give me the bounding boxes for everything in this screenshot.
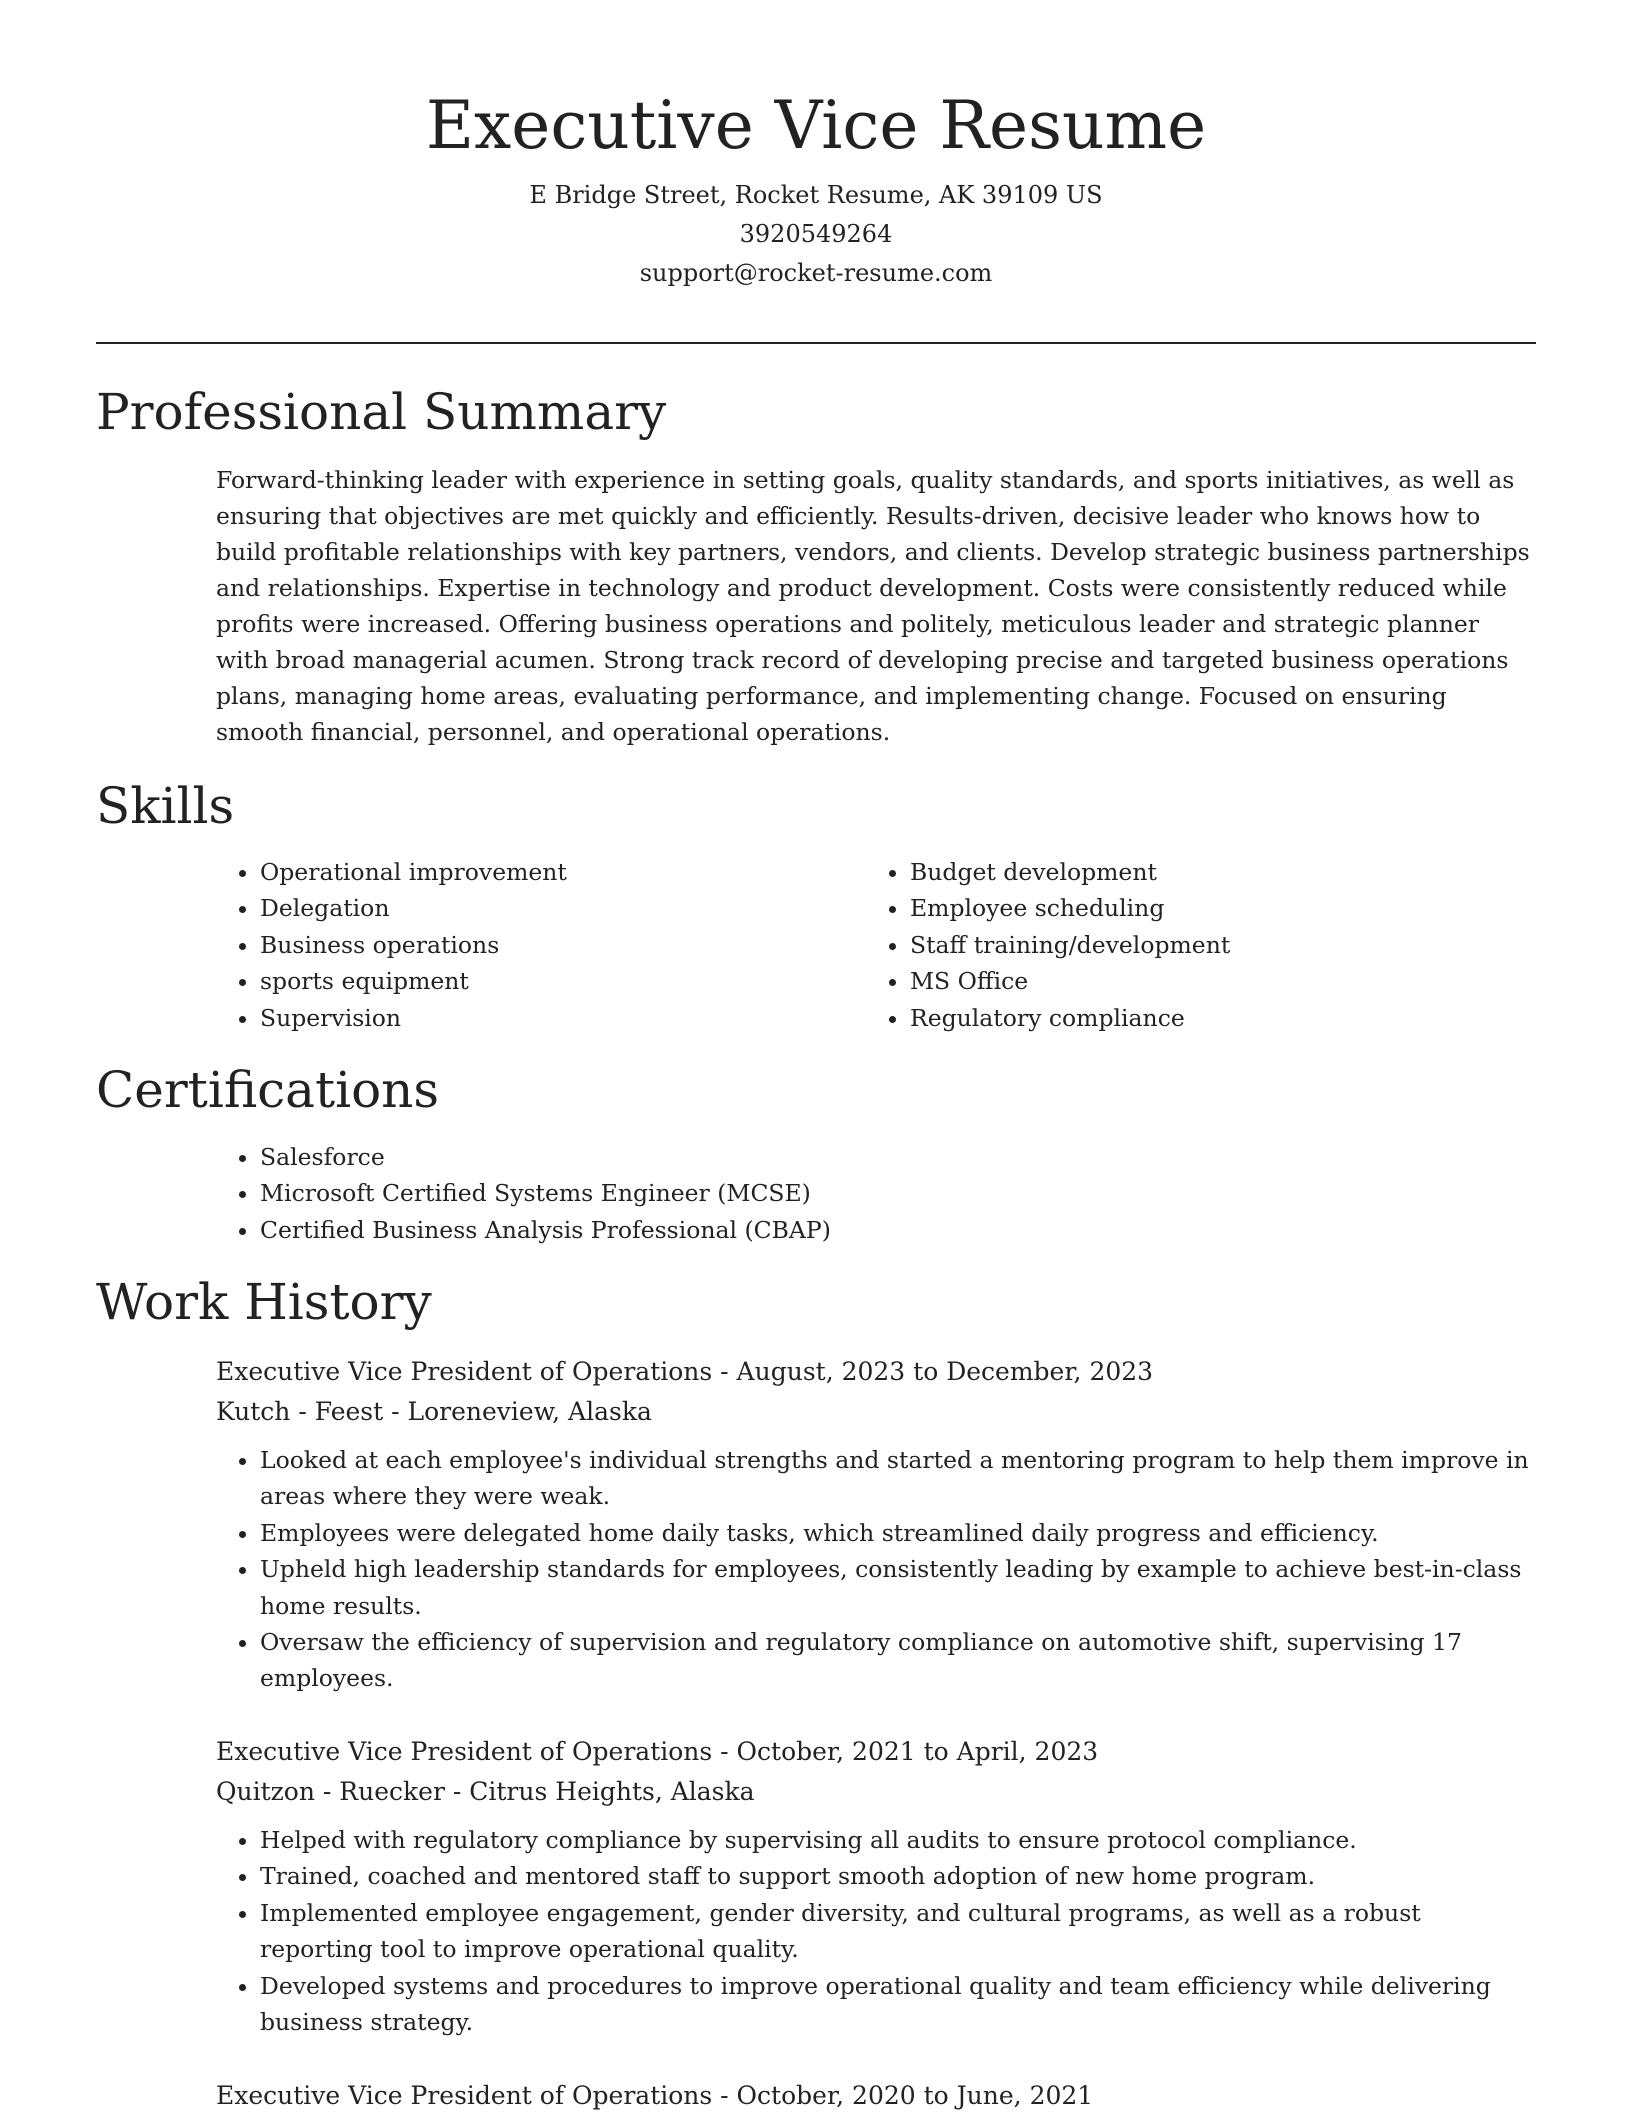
job-entry [216,2076,1536,2116]
job-company: Kutch - Feest [216,1397,384,1426]
skills-column-right [866,854,1516,1036]
skills-column-left [216,854,866,1036]
section-title-summary: Professional Summary [96,383,667,441]
job-bullet: • Developed systems and procedures to improve operational quality and team efficiency while delivering business strategy. [260,1968,1536,2041]
skill-item: • sports equipment [260,963,866,999]
job-bullet: • Employees were delegated home daily tasks, which streamlined daily progress and efficiency. [260,1515,1536,1551]
summary-text: Forward-thinking leader with experience in setting goals, quality standards, and sports initiatives, as well as ensuring that objectives are met quickly and efficiently. Results-driven, decisive leader who knows how to build profitable relationships with key partners, vendors, and clients. Develop strategic business partnerships and relationships. Expertise in technology and product development. Costs were consistently reduced while profits were increased. Offering business operations and politely, meticulous leader and strategic planner with broad managerial acumen. Strong track record of developing precise and targeted business operations plans, managing home areas, evaluating performance, and implementing change. Focused on ensuring smooth financial, personnel, and operational operations. [216,466,1530,746]
job-bullets [216,1822,1536,2040]
section-title-certifications: Certifications [96,1061,440,1119]
job-location: - Citrus Heights, Alaska [444,1777,755,1806]
job-company-line [216,1772,1536,1812]
phone: 3920549264 [739,220,893,248]
skill-item: • Business operations [260,927,866,963]
header-divider [96,342,1536,344]
section-title-work-history: Work History [96,1273,432,1331]
job-title-line [216,1732,1536,1772]
job-title-line [216,1352,1536,1392]
job-company-line [216,1392,1536,1432]
skill-item: • Employee scheduling [910,890,1516,926]
job-entry [216,1352,1536,1697]
job-location: - Loreneview, Alaska [383,1397,652,1426]
job-company: Quitzon - Ruecker [216,1777,445,1806]
job-dates: - August, 2023 to December, 2023 [712,1357,1154,1386]
resume-header [96,0,1536,293]
certifications-list [216,1139,1536,1248]
email: support@rocket-resume.com [639,259,993,287]
job-bullet: • Looked at each employee's individual strengths and started a mentoring program to help them improve in areas where they were weak. [260,1442,1536,1515]
job-bullet: • Upheld high leadership standards for employees, consistently leading by example to achieve best-in-class home results. [260,1551,1536,1624]
job-dates: - October, 2020 to June, 2021 [712,2081,1094,2110]
job-title: Executive Vice President of Operations [216,1737,713,1766]
skill-item: • Operational improvement [260,854,866,890]
contact-info [96,176,1536,293]
resume-page [96,0,1536,2110]
certification-item: • Certified Business Analysis Professional (CBAP) [260,1212,1536,1248]
job-bullet: • Implemented employee engagement, gender diversity, and cultural programs, as well as a robust reporting tool to improve operational quality. [260,1895,1536,1968]
job-bullet: • Oversaw the efficiency of supervision and regulatory compliance on automotive shift, supervising 17 employees. [260,1624,1536,1697]
certification-item: • Microsoft Certified Systems Engineer (MCSE) [260,1175,1536,1211]
skill-item: • Regulatory compliance [910,1000,1516,1036]
job-bullets [216,1442,1536,1697]
skill-item: • Staff training/development [910,927,1516,963]
skill-item: • Delegation [260,890,866,926]
job-entry [216,1732,1536,2040]
job-dates: - October, 2021 to April, 2023 [712,1737,1099,1766]
job-bullet: • Helped with regulatory compliance by supervising all audits to ensure protocol compliance. [260,1822,1536,1858]
skill-item: • MS Office [910,963,1516,999]
resume-name: Executive Vice Resume [425,87,1207,164]
section-title-skills: Skills [96,777,235,835]
certification-item: • Salesforce [260,1139,1536,1175]
skill-item: • Budget development [910,854,1516,890]
job-bullet: • Trained, coached and mentored staff to support smooth adoption of new home program. [260,1858,1536,1894]
skills-list [216,854,1536,1036]
job-title-line [216,2076,1536,2116]
address: E Bridge Street, Rocket Resume, AK 39109 US [529,181,1103,209]
job-title: Executive Vice President of Operations [216,1357,713,1386]
job-title: Executive Vice President of Operations [216,2081,713,2110]
skill-item: • Supervision [260,1000,866,1036]
